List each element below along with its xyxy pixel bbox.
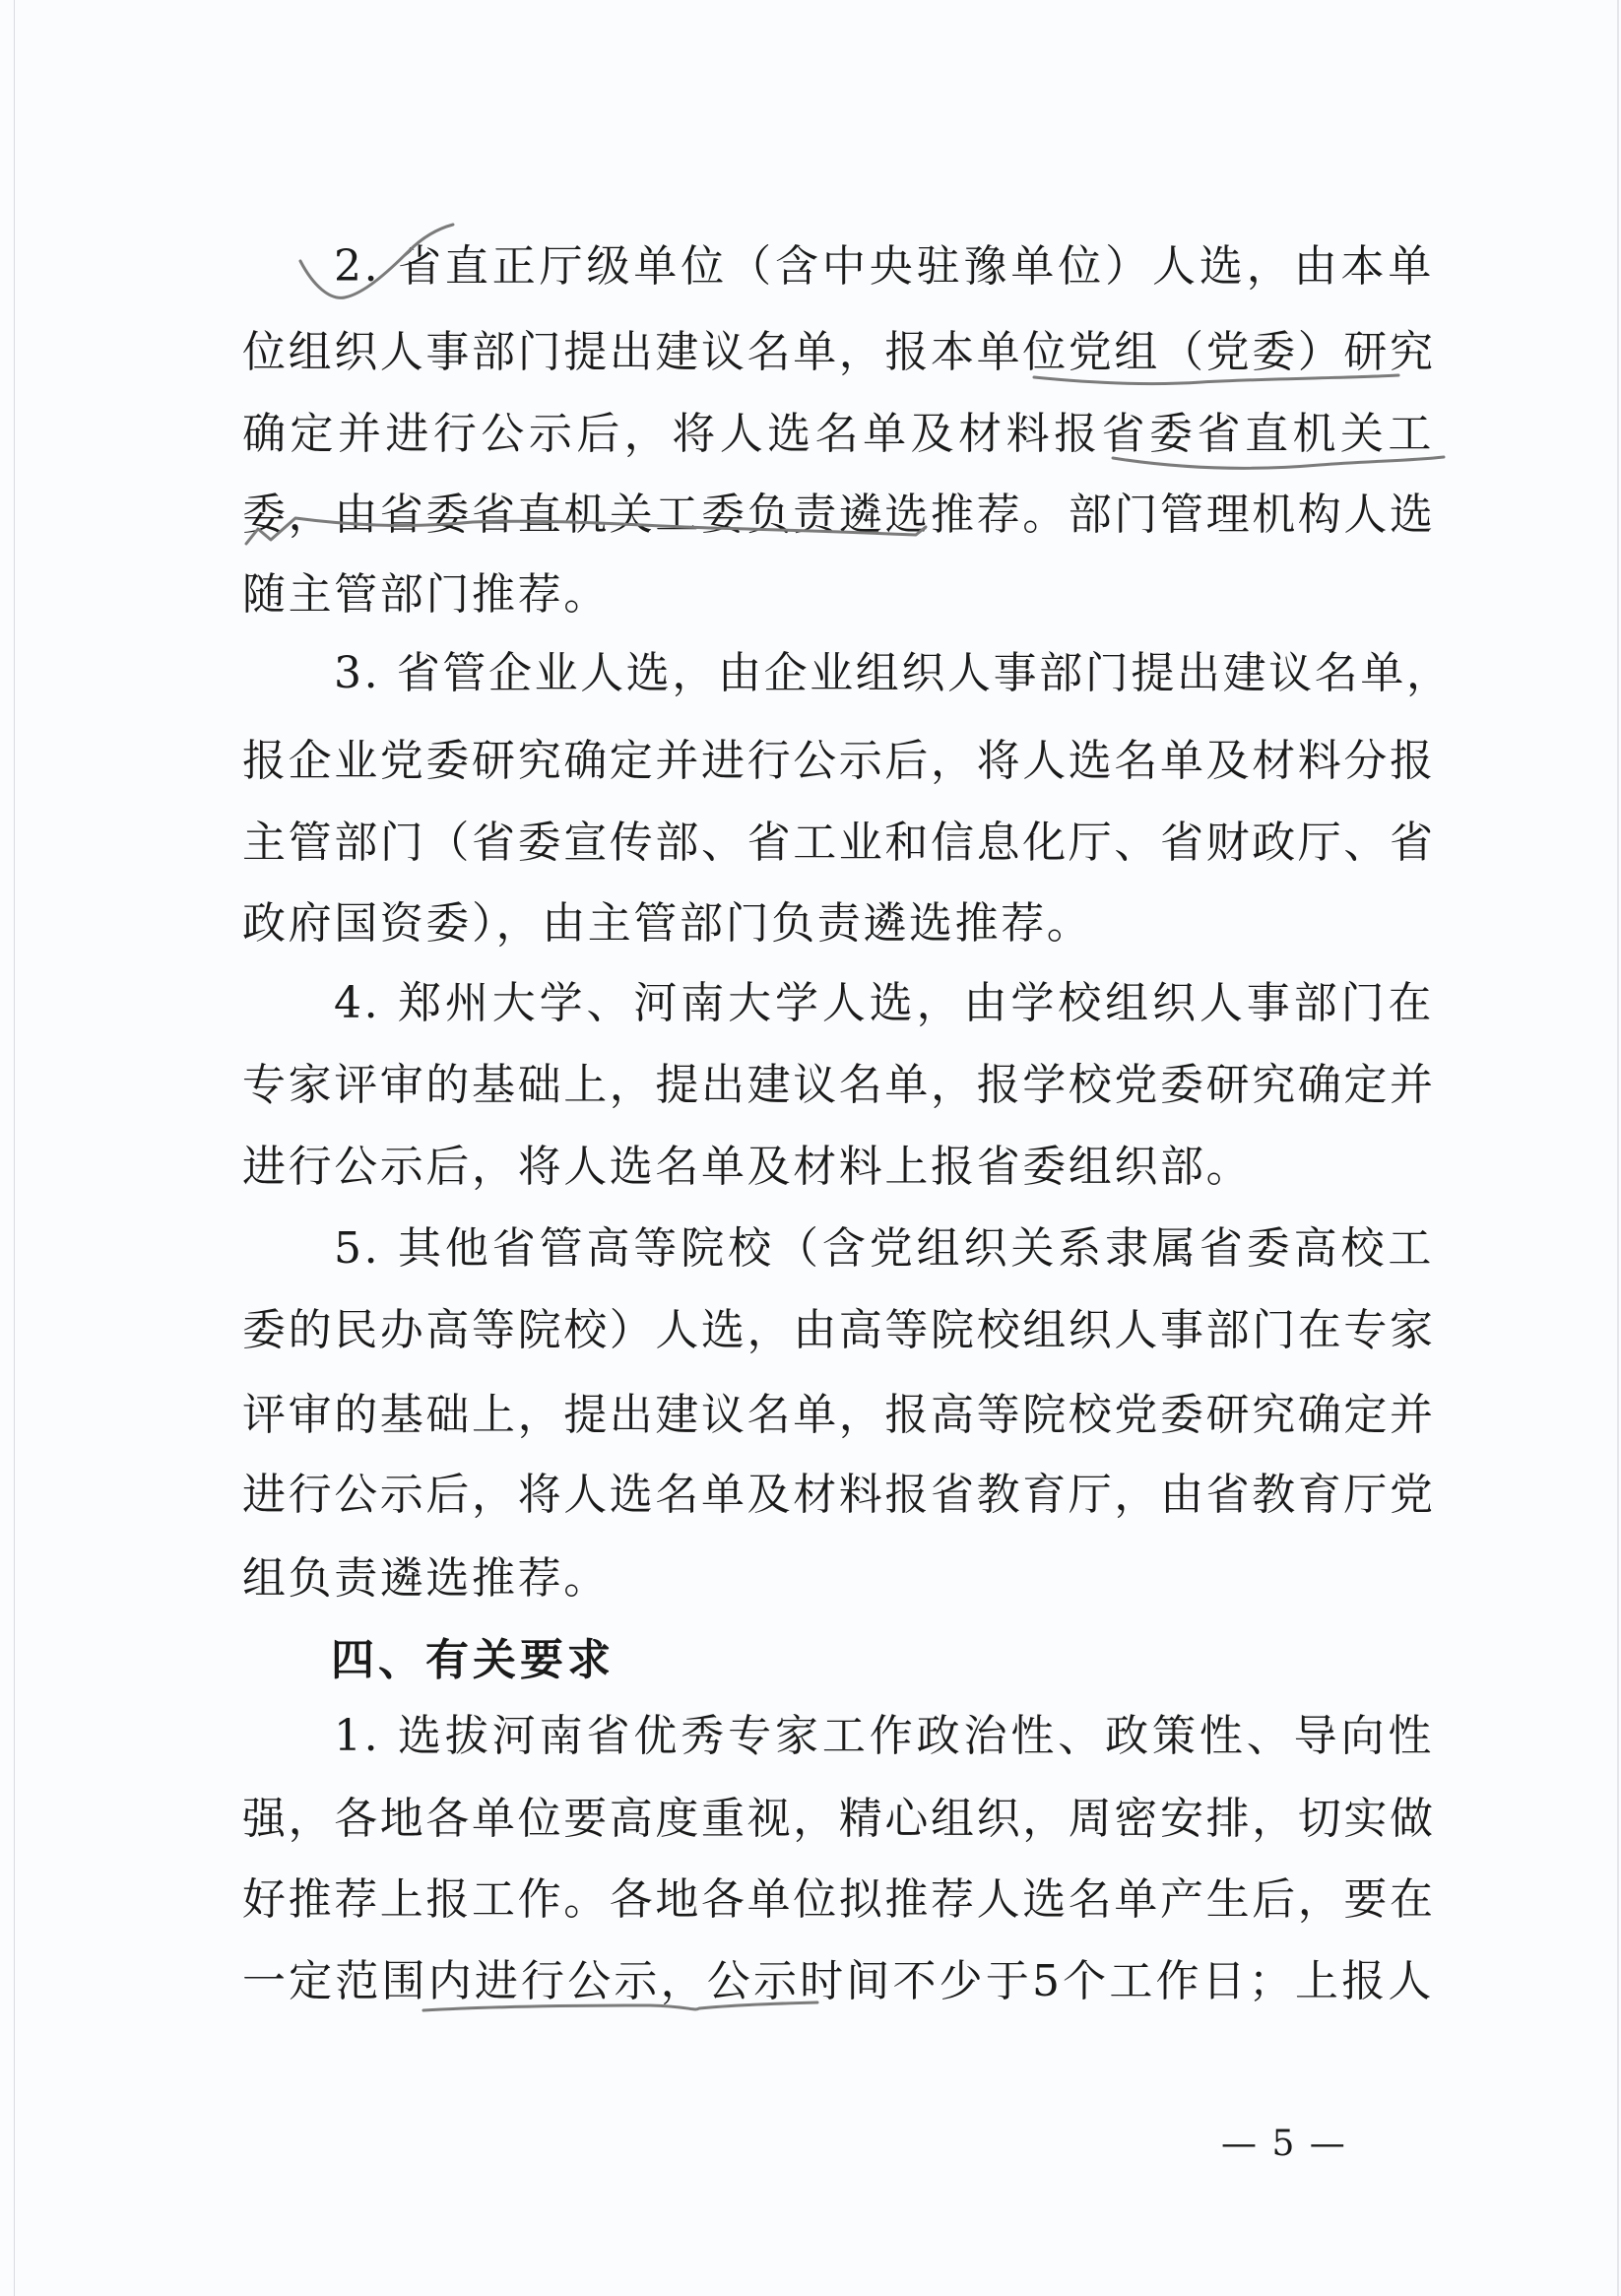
text-line: 2. 省直正厅级单位（含中央驻豫单位）人选，由本单 bbox=[334, 241, 1434, 292]
text-line: 确定并进行公示后，将人选名单及材料报省委省直机关工 bbox=[242, 409, 1434, 459]
text-line: 3. 省管企业人选，由企业组织人事部门提出建议名单， bbox=[334, 648, 1453, 698]
text-line: 好推荐上报工作。各地各单位拟推荐人选名单产生后，要在 bbox=[242, 1874, 1436, 1925]
text-line: 5. 其他省管高等院校（含党组织关系隶属省委高校工 bbox=[334, 1223, 1434, 1274]
text-line: 进行公示后，将人选名单及材料报省教育厅，由省教育厅党 bbox=[242, 1470, 1436, 1520]
text-line: 4. 郑州大学、河南大学人选，由学校组织人事部门在 bbox=[334, 978, 1434, 1028]
text-line: 1. 选拔河南省优秀专家工作政治性、政策性、导向性 bbox=[334, 1711, 1434, 1761]
text-line: 组负责遴选推荐。 bbox=[242, 1553, 610, 1604]
text-line: 政府国资委），由主管部门负责遴选推荐。 bbox=[242, 898, 1093, 949]
text-line: 强，各地各单位要高度重视，精心组织，周密安排，切实做 bbox=[242, 1794, 1436, 1844]
text-line: 一定范围内进行公示，公示时间不少于5个工作日；上报人 bbox=[242, 1956, 1434, 2006]
text-line: 进行公示后，将人选名单及材料上报省委组织部。 bbox=[242, 1142, 1253, 1192]
text-line: 报企业党委研究确定并进行公示后，将人选名单及材料分报 bbox=[242, 736, 1436, 786]
text-line: 位组织人事部门提出建议名单，报本单位党组（党委）研究 bbox=[242, 327, 1436, 377]
text-line: 委的民办高等院校）人选，由高等院校组织人事部门在专家 bbox=[242, 1305, 1436, 1355]
page-number: — 5 — bbox=[1221, 2124, 1347, 2164]
section-heading: 四、有关要求 bbox=[331, 1635, 615, 1685]
text-line: 评审的基础上，提出建议名单，报高等院校党委研究确定并 bbox=[242, 1390, 1436, 1440]
scan-edge-left bbox=[14, 0, 15, 2296]
text-line: 主管部门（省委宣传部、省工业和信息化厅、省财政厅、省 bbox=[242, 818, 1436, 868]
text-line: 委，由省委省直机关工委负责遴选推荐。部门管理机构人选 bbox=[242, 490, 1436, 540]
scan-edge-right bbox=[1617, 0, 1619, 2296]
text-line: 专家评审的基础上，提出建议名单，报学校党委研究确定并 bbox=[242, 1060, 1436, 1110]
text-line: 随主管部门推荐。 bbox=[242, 569, 610, 620]
